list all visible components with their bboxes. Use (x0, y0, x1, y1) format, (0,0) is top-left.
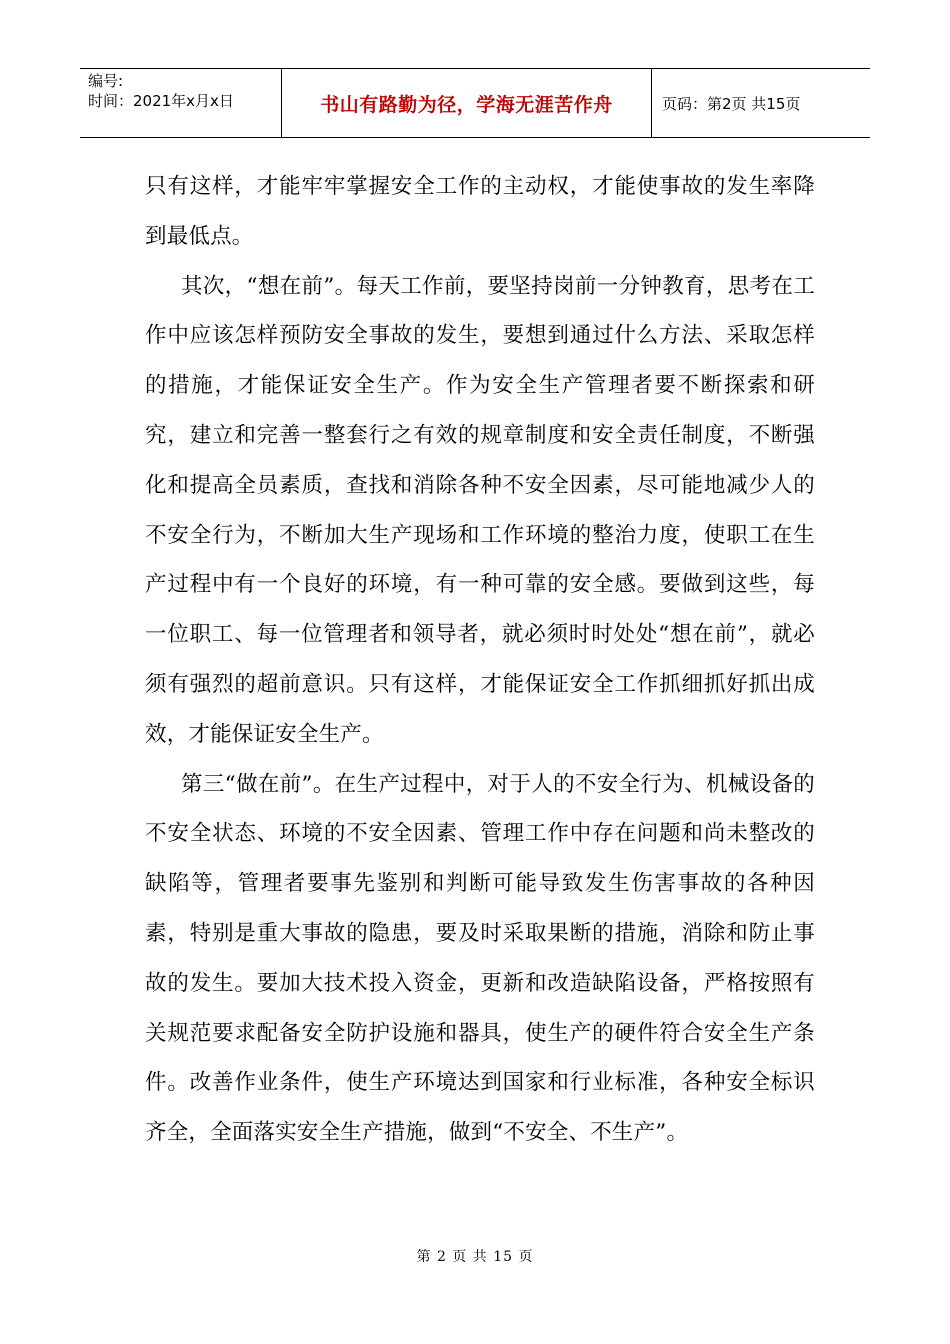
time-label: 时间：2021年x月x日 (88, 92, 234, 110)
header-meta (80, 69, 282, 137)
header-page-info (652, 69, 870, 137)
paragraph: 第三“做在前”。在生产过程中，对于人的不安全行为、机械设备的不安全状态、环境的不安全因素、管理工作中存在问题和尚未整改的缺陷等，管理者要事先鉴别和判断可能导致发生伤害事故的各种因素，特别是重大事故的隐患，要及时采取果断的措施，消除和防止事故的发生。要加大技术投入资金，更新和改造缺陷设备，严格按照有关规范要求配备安全防护设施和器具，使生产的硬件符合安全生产条件。改善作业条件，使生产环境达到国家和行业标准，各种安全标识齐全，全面落实安全生产措施，做到“不安全、不生产”。 (145, 771, 815, 1146)
page-footer: 第 2 页 共 15 页 (416, 1249, 534, 1265)
paragraph: 其次，“想在前”。每天工作前，要坚持岗前一分钟教育，思考在工作中应该怎样预防安全事故的发生，要想到通过什么方法、采取怎样的措施，才能保证安全生产。作为安全生产管理者要不断探索和研究，建立和完善一整套行之有效的规章制度和安全责任制度，不断强化和提高全员素质，查找和消除各种不安全因素，尽可能地减少人的不安全行为，不断加大生产现场和工作环境的整治力度，使职工在生产过程中有一个良好的环境，有一种可靠的安全感。要做到这些，每一位职工、每一位管理者和领导者，就必须时时处处“想在前”，就必须有强烈的超前意识。只有这样，才能保证安全工作抓细抓好抓出成效，才能保证安全生产。 (145, 273, 815, 747)
page-info-text: 页码：第2页 共15页 (662, 94, 801, 113)
document-header (80, 68, 870, 138)
motto-text: 书山有路勤为径，学海无涯苦作舟 (320, 93, 613, 116)
header-motto-cell (282, 69, 652, 137)
serial-label: 编号: (88, 72, 124, 90)
document-body (145, 162, 815, 1158)
paragraph: 只有这样，才能牢牢掌握安全工作的主动权，才能使事故的发生率降到最低点。 (145, 174, 815, 249)
